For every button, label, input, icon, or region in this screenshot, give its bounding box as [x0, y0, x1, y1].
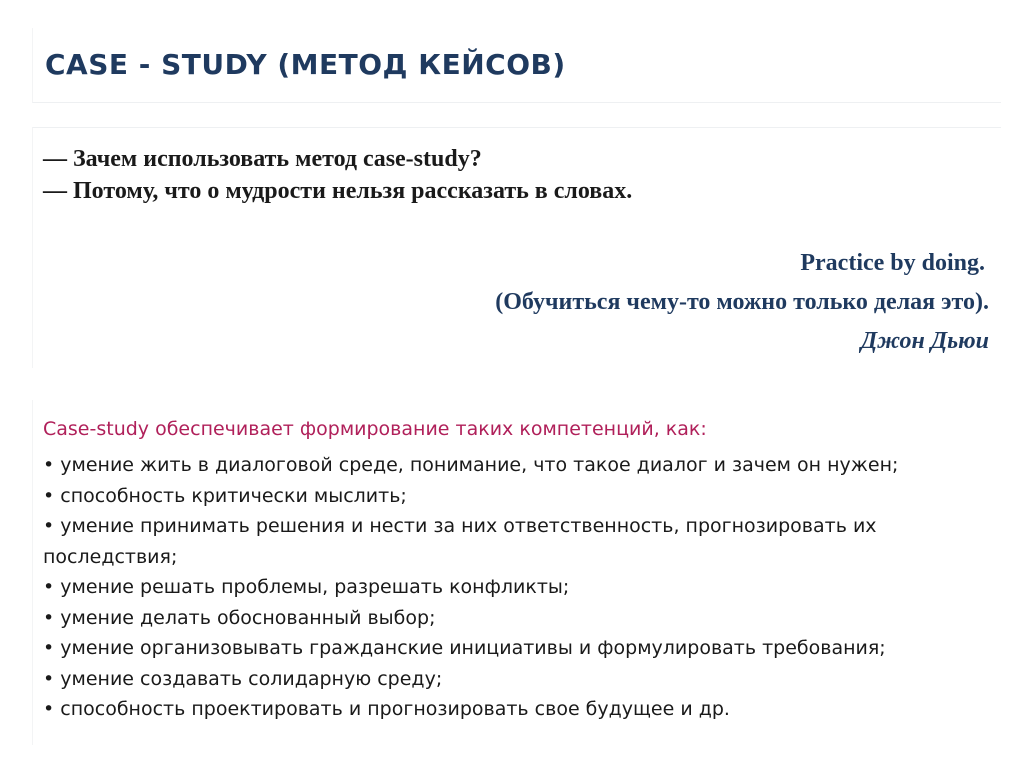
bullet-icon: • [43, 637, 55, 659]
list-item-text: умение решать проблемы, разрешать конфликты; [60, 576, 570, 598]
list-item [43, 664, 983, 695]
list-item-text: умение делать обоснованный выбор; [60, 606, 436, 629]
list-item [43, 633, 983, 664]
list-item-text: способность проектировать и прогнозировать свое будущее и др. [60, 698, 730, 720]
competencies-intro: Case-study обеспечивает формирование таких компетенций, как: [43, 418, 707, 440]
epigraph-author: Джон Дьюи [860, 328, 989, 354]
competencies-panel [32, 400, 1001, 745]
bullet-icon: • [43, 515, 55, 537]
list-item [43, 603, 983, 634]
list-item-text: умение жить в диалоговой среде, понимание, что такое диалог и зачем он нужен; [60, 454, 899, 476]
quote-panel [32, 127, 1001, 368]
bullet-icon: • [43, 576, 55, 598]
list-item [43, 450, 983, 481]
list-item [43, 572, 983, 603]
competencies-list [43, 450, 983, 725]
bullet-icon: • [43, 606, 55, 629]
epigraph-line-1: Practice by doing. [800, 250, 985, 276]
epigraph-line-2: (Обучиться чему-то можно только делая это). [495, 289, 989, 315]
bullet-icon: • [43, 484, 55, 507]
bullet-icon: • [43, 698, 55, 720]
dialog-answer: — Потому, что о мудрости нельзя рассказать в словах. [43, 178, 633, 204]
dialog-question: — Зачем использовать метод case-study? [43, 146, 482, 172]
list-item [43, 481, 983, 512]
slide-title: CASE - STUDY (МЕТОД КЕЙСОВ) [45, 48, 566, 81]
bullet-icon: • [43, 454, 55, 476]
title-panel [32, 28, 1001, 103]
list-item-text: способность критически мыслить; [60, 484, 407, 507]
bullet-icon: • [43, 667, 55, 690]
list-item-text: умение создавать солидарную среду; [60, 667, 443, 690]
list-item [43, 694, 983, 725]
list-item [43, 511, 983, 572]
list-item-text: умение принимать решения и нести за них ответственность, прогнозировать их последствия; [43, 515, 877, 568]
list-item-text: умение организовывать гражданские инициативы и формулировать требования; [60, 637, 886, 659]
